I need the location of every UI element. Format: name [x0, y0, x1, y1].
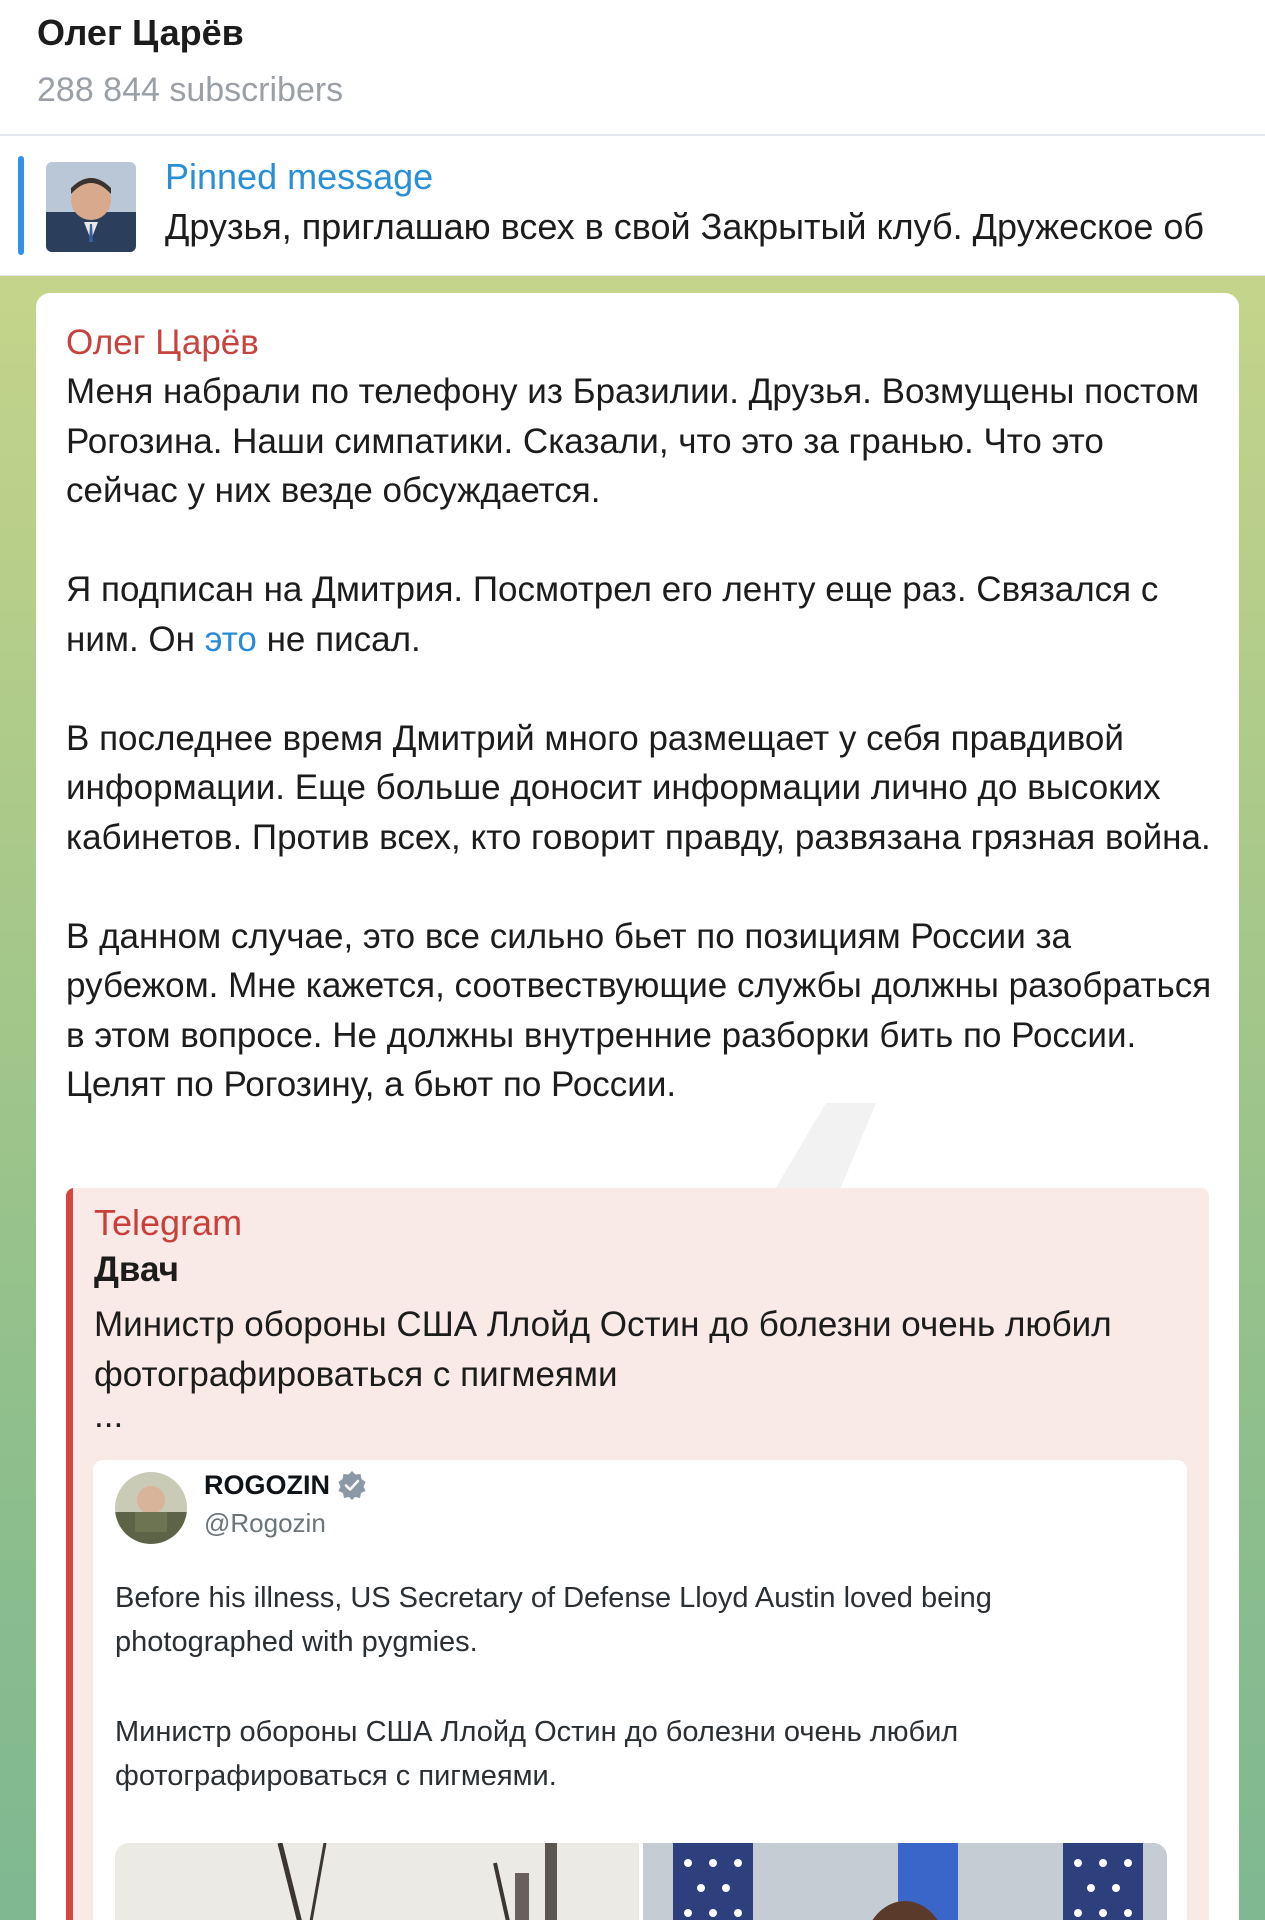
tweet-photo-right[interactable]	[643, 1843, 1167, 1920]
message-paragraph	[66, 565, 1216, 664]
quote-source: Telegram	[94, 1202, 243, 1243]
quote-author: Двач	[94, 1250, 179, 1289]
verified-icon	[337, 1470, 367, 1500]
tweet-photos[interactable]	[115, 1843, 1167, 1920]
paragraph-text: не писал.	[256, 619, 421, 659]
message-bubble[interactable]	[36, 293, 1239, 1920]
message-text	[66, 367, 1216, 1159]
subscriber-count: 288 844 subscribers	[37, 71, 344, 109]
avatar[interactable]	[115, 1472, 187, 1544]
pinned-thumbnail	[46, 162, 136, 252]
pinned-message-bar[interactable]	[0, 138, 1265, 276]
pinned-label: Pinned message	[165, 156, 434, 197]
paragraph-text: Я подписан на Дмитрия. Посмотрел его ленту еще раз. Связался с ним. Он	[66, 570, 1159, 659]
chat-background	[0, 276, 1265, 1920]
pinned-preview-text: Друзья, приглашаю всех в свой Закрытый клуб. Дружеское об	[165, 206, 1205, 247]
message-paragraph: В данном случае, это все сильно бьет по позициям России за рубежом. Мне кажется, соотвествующие службы должны разобраться в этом вопросе. Не должны внутренние разборки бить по России. Целят по Рогозину, а бьют по России.	[66, 916, 1212, 1104]
tweet-photo-left[interactable]	[115, 1843, 639, 1920]
pinned-indicator	[18, 156, 24, 255]
quoted-message[interactable]	[66, 1188, 1209, 1920]
message-link[interactable]: это	[204, 619, 257, 659]
tweet-text-english: Before his illness, US Secretary of Defense Lloyd Austin loved being photographed with pygmies.	[115, 1582, 992, 1658]
tweet-handle[interactable]: @Rogozin	[204, 1508, 326, 1538]
message-sender[interactable]: Олег Царёв	[66, 323, 259, 362]
tweet-text-russian: Министр обороны США Ллойд Остин до болезни очень любил фотографироваться с пигмеями.	[115, 1716, 959, 1792]
message-paragraph: В последнее время Дмитрий много размещает у себя правдивой информации. Еще больше доносит информации лично до высоких кабинетов. Против всех, кто говорит правду, развязана грязная война.	[66, 718, 1211, 857]
channel-title[interactable]: Олег Царёв	[37, 12, 244, 53]
chat-header[interactable]	[0, 0, 1265, 136]
quote-bar	[66, 1188, 73, 1920]
quote-ellipsis: ...	[94, 1396, 124, 1435]
tweet-author-name[interactable]: ROGOZIN	[204, 1470, 330, 1500]
message-paragraph: Меня набрали по телефону из Бразилии. Друзья. Возмущены постом Рогозина. Наши симпатики. Сказали, что это за гранью. Что это сейчас у них везде обсуждается.	[66, 372, 1200, 510]
tweet-card[interactable]	[93, 1460, 1187, 1920]
quote-text: Министр обороны США Ллойд Остин до болезни очень любил фотографироваться с пигмеями	[94, 1305, 1112, 1394]
